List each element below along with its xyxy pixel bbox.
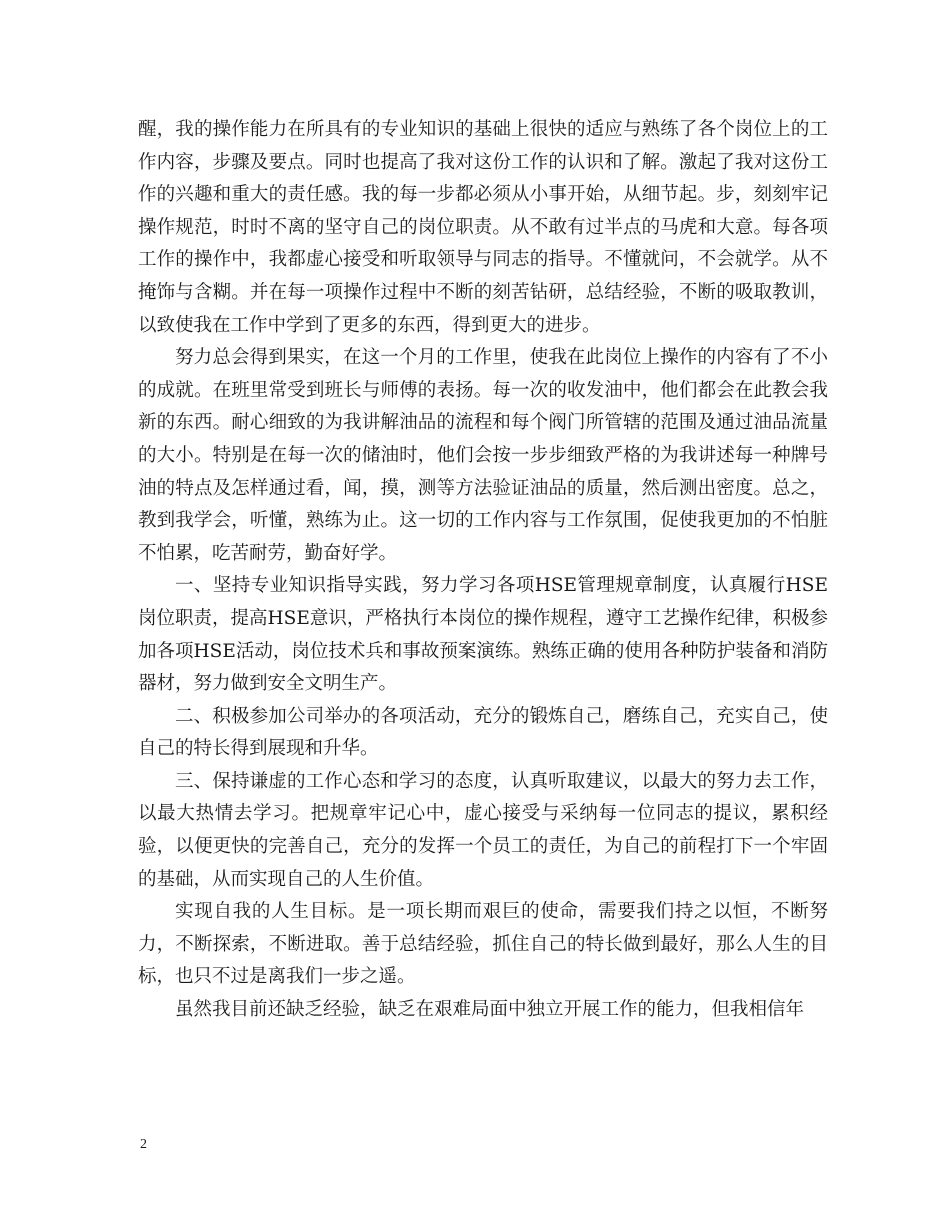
- paragraph-7: 虽然我目前还缺乏经验，缺乏在艰难局面中独立开展工作的能力，但我相信年: [175, 999, 805, 1021]
- paragraph-2: 努力总会得到果实，在这一个月的工作里，使我在此岗位上操作的内容有了不小的成就。在班里常受到班长与师傅的表扬。每一次的收发油中，他们都会在此教会我新的东西。耐心细致的为我讲解油品的流程和每个阀门所管辖的范围及通过油品流量的大小。特别是在每一次的储油时，他们会按一步步细致严格的为我讲述每一种牌号油的特点及怎样通过看，闻，摸，测等方法验证油品的质量，然后测出密度。总之，教到我学会，听懂，熟练为止。这一切的工作内容与工作氛围，促使我更加的不怕脏不怕累，吃苦耐劳，勤奋好学。: [138, 347, 828, 564]
- paragraph-4: 二、积极参加公司举办的各项活动，充分的锻炼自己，磨练自己，充实自己，使自己的特长得到展现和升华。: [138, 705, 828, 760]
- paragraph-6: 实现自我的人生目标。是一项长期而艰巨的使命，需要我们持之以恒，不断努力，不断探索，不断进取。善于总结经验，抓住自己的特长做到最好，那么人生的目标，也只不过是离我们一步之遥。: [138, 901, 828, 988]
- document-body: [138, 114, 828, 1027]
- paragraph-3: 一、坚持专业知识指导实践，努力学习各项HSE管理规章制度，认真履行HSE岗位职责，提高HSE意识，严格执行本岗位的操作规程，遵守工艺操作纪律，积极参加各项HSE活动，岗位技术兵和事故预案演练。熟练正确的使用各种防护装备和消防器材，努力做到安全文明生产。: [138, 575, 828, 695]
- paragraph-1: 醒，我的操作能力在所具有的专业知识的基础上很快的适应与熟练了各个岗位上的工作内容，步骤及要点。同时也提高了我对这份工作的认识和了解。激起了我对这份工作的兴趣和重大的责任感。我的每一步都必须从小事开始，从细节起。步，刻刻牢记操作规范，时时不离的坚守自己的岗位职责。从不敢有过半点的马虎和大意。每各项工作的操作中，我都虚心接受和听取领导与同志的指导。不懂就问，不会就学。从不掩饰与含糊。并在每一项操作过程中不断的刻苦钻研，总结经验，不断的吸取教训，以致使我在工作中学到了更多的东西，得到更大的进步。: [138, 119, 828, 336]
- page-number: 2: [140, 1137, 147, 1152]
- paragraph-5: 三、保持谦虚的工作心态和学习的态度，认真听取建议，以最大的努力去工作，以最大热情去学习。把规章牢记心中，虚心接受与采纳每一位同志的提议，累积经验，以便更快的完善自己，充分的发挥一个员工的责任，为自己的前程打下一个牢固的基础，从而实现自己的人生价值。: [138, 770, 828, 890]
